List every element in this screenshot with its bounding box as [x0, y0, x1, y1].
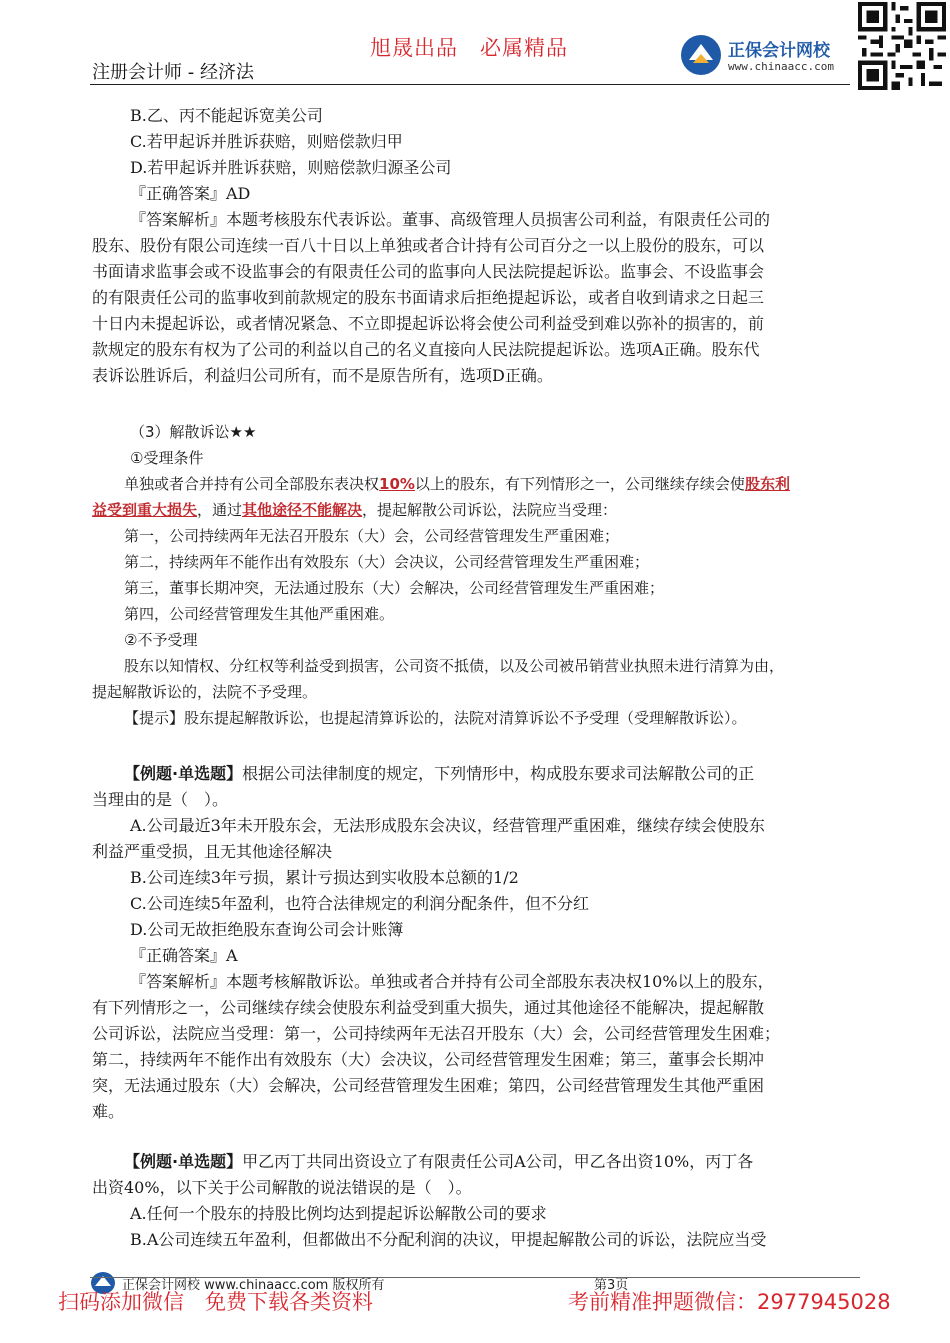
subsection-title: ①受理条件: [130, 449, 204, 467]
condition-paragraph: 单独或者合并持有公司全部股东表决权10%以上的股东，有下列情形之一，公司继续存续会使股东利: [124, 475, 790, 493]
option-d: D.若甲起诉并胜诉获赔，则赔偿款归源圣公司: [130, 158, 452, 177]
explanation-line: 书面请求监事会或不设监事会的有限责任公司的监事向人民法院提起诉讼。监事会、不设监事会: [92, 262, 765, 281]
question-stem: 当理由的是（ ）。: [92, 790, 229, 809]
subsection-title: ②不予受理: [124, 631, 198, 649]
question-stem: 【例题·单选题】甲乙丙丁共同出资设立了有限责任公司A公司，甲乙各出资10%，丙丁各: [124, 1152, 754, 1171]
explanation-line: 突，无法通过股东（大）会解决，公司经营管理发生困难；第四，公司经营管理发生其他严重困: [92, 1076, 765, 1095]
condition-item: 第四，公司经营管理发生其他严重困难。: [124, 605, 395, 623]
question-tag: 【例题·单选题】: [124, 764, 243, 783]
explanation-line: 表诉讼胜诉后，利益归公司所有，而不是原告所有，选项D正确。: [92, 366, 553, 385]
option-b: B.A公司连续五年盈利，但都做出不分配利润的决议，甲提起解散公司的诉讼，法院应当受: [130, 1230, 767, 1249]
option-d: D.公司无故拒绝股东查询公司会计账簿: [130, 920, 404, 939]
section-title: （3）解散诉讼★★: [130, 423, 257, 441]
footer-copyright: 正保会计网校 www.chinaacc.com 版权所有: [122, 1278, 385, 1293]
correct-answer: 『正确答案』AD: [130, 184, 251, 203]
tip-note: 【提示】股东提起解散诉讼，也提起清算诉讼的，法院对清算诉讼不予受理（受理解散诉讼）。: [124, 709, 747, 727]
logo-name: 正保会计网校: [728, 41, 830, 61]
option-c: C.若甲起诉并胜诉获赔，则赔偿款归甲: [130, 132, 403, 151]
correct-answer: 『正确答案』A: [130, 946, 238, 965]
promo-banner-right: 考前精准押题微信：2977945028: [568, 1290, 891, 1314]
header-slogan: 旭晟出品 必属精品: [370, 36, 568, 60]
option-a: 利益严重受损，且无其他途径解决: [92, 842, 333, 861]
qr-code-icon: [858, 2, 946, 90]
question-stem: 出资40%，以下关于公司解散的说法错误的是（ ）。: [92, 1178, 472, 1197]
condition-item: 第三，董事长期冲突，无法通过股东（大）会解决，公司经营管理发生严重困难；: [124, 579, 665, 597]
rejection-paragraph: 股东以知情权、分红权等利益受到损害，公司资不抵债，以及公司被吊销营业执照未进行清算为由，: [124, 657, 785, 675]
option-b: B.公司连续3年亏损，累计亏损达到实收股本总额的1/2: [130, 868, 519, 887]
explanation-line: 有下列情形之一，公司继续存续会使股东利益受到重大损失，通过其他途径不能解决，提起解散: [92, 998, 765, 1017]
explanation-line: 第二，持续两年不能作出有效股东（大）会决议，公司经营管理发生困难；第三，董事会长期冲: [92, 1050, 765, 1069]
question-stem: 【例题·单选题】根据公司法律制度的规定，下列情形中，构成股东要求司法解散公司的正: [124, 764, 755, 783]
explanation-line: 『答案解析』本题考核股东代表诉讼。董事、高级管理人员损害公司利益，有限责任公司的: [130, 210, 771, 229]
condition-paragraph: 益受到重大损失，通过其他途径不能解决，提起解散公司诉讼，法院应当受理：: [92, 501, 618, 519]
option-a: A.任何一个股东的持股比例均达到提起诉讼解散公司的要求: [130, 1204, 547, 1223]
explanation-line: 款规定的股东有权为了公司的利益以自己的名义直接向人民法院提起诉讼。选项A正确。股东代: [92, 340, 760, 359]
explanation-line: 难。: [92, 1102, 125, 1121]
option-c: C.公司连续5年盈利，也符合法律规定的利润分配条件，但不分红: [130, 894, 589, 913]
highlight-term: 益受到重大损失: [92, 501, 198, 519]
logo-url: www.chinaacc.com: [728, 60, 834, 73]
question-tag: 【例题·单选题】: [124, 1152, 243, 1171]
explanation-line: 『答案解析』本题考核解散诉讼。单独或者合并持有公司全部股东表决权10%以上的股东，: [130, 972, 774, 991]
header-divider: [90, 84, 850, 85]
option-a: A.公司最近3年未开股东会，无法形成股东会决议，经营管理严重困难，继续存续会使股东: [130, 816, 765, 835]
promo-banner-left: 扫码添加微信 免费下载各类资料: [58, 1290, 373, 1314]
condition-item: 第一，公司持续两年无法召开股东（大）会，公司经营管理发生严重困难；: [124, 527, 620, 545]
highlight-term: 股东利: [744, 475, 790, 493]
explanation-line: 十日内未提起诉讼，或者情况紧急、不立即提起诉讼将会使公司利益受到难以弥补的损害的，前: [92, 314, 765, 333]
rejection-paragraph: 提起解散诉讼的，法院不予受理。: [92, 683, 318, 701]
logo-emblem-icon: [680, 34, 722, 76]
condition-item: 第二，持续两年不能作出有效股东（大）会决议，公司经营管理发生严重困难；: [124, 553, 650, 571]
highlight-term: 其他途径不能解决: [242, 501, 363, 519]
brand-logo[interactable]: [680, 30, 860, 80]
explanation-line: 股东、股份有限公司连续一百八十日以上单独或者合计持有公司百分之一以上股份的股东，可以: [92, 236, 765, 255]
course-title: 注册会计师 - 经济法: [92, 62, 254, 83]
option-b: B.乙、丙不能起诉宽美公司: [130, 106, 323, 125]
page-number: 第3页: [594, 1278, 629, 1293]
explanation-line: 公司诉讼，法院应当受理：第一，公司持续两年无法召开股东（大）会，公司经营管理发生困难；: [92, 1024, 781, 1043]
highlight-percentage: 10%: [379, 475, 415, 493]
explanation-line: 的有限责任公司的监事收到前款规定的股东书面请求后拒绝提起诉讼，或者自收到请求之日起三: [92, 288, 765, 307]
